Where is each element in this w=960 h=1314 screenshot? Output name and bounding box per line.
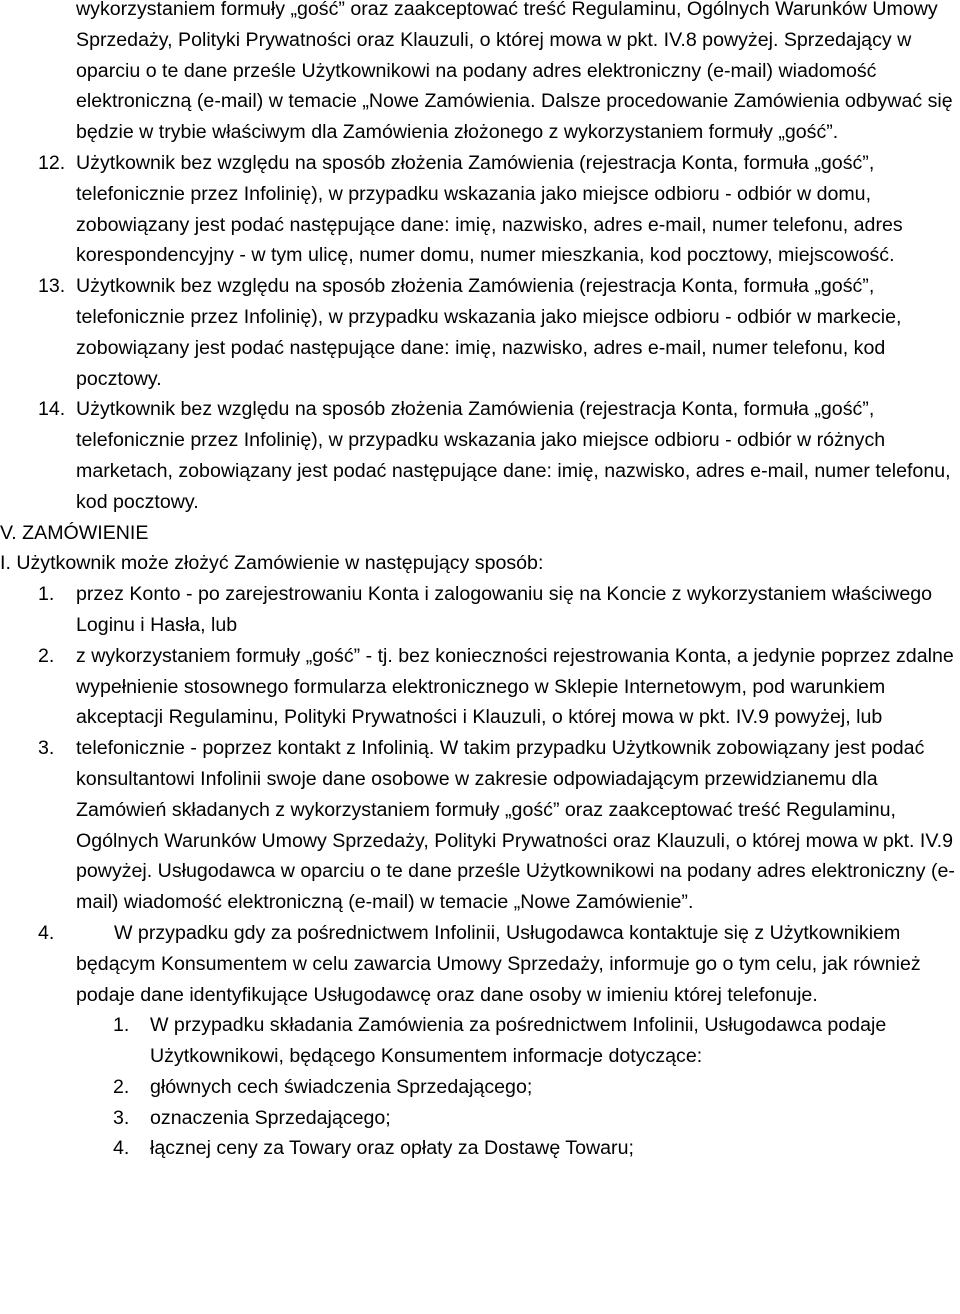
list-item-12 [0,148,960,271]
sub-item-number: 2. [113,1075,130,1098]
sub-item-text: oznaczenia Sprzedającego; [150,1106,391,1129]
sub-list-item-1 [0,1010,960,1072]
sub-item-number: 4. [113,1137,130,1160]
section-heading: V. ZAMÓWIENIE [0,521,149,544]
continuation-paragraph: wykorzystaniem formuły „gość” oraz zaakceptować treść Regulaminu, Ogólnych Warunków Umowy Sprzedaży, Polityki Prywatności oraz Klauzuli, o której mowa w pkt. IV.8 powyżej. Sprzedający w oparciu o te dane prześle Użytkownikowi na podany adres elektroniczny (e-mail) wiadomość elektroniczną (e-mail) w temacie „Nowe Zamówienia. Dalsze procedowanie Zamówienia odbywać się będzie w trybie właściwym dla Zamówienia złożonego z wykorzystaniem formuły „gość”. [76,0,953,144]
sub-item-text: głównych cech świadczenia Sprzedającego; [150,1075,533,1098]
item-text: z wykorzystaniem formuły „gość” - tj. bez konieczności rejestrowania Konta, a jedynie poprzez zdalne wypełnienie stosownego formularza elektronicznego w Sklepie Internetowym, pod warunkiem akceptacji Regulaminu, Polityki Prywatności i Klauzuli, o której mowa w pkt. IV.9 powyżej, lub [76,644,954,729]
item-number: 14. [38,398,66,421]
list-item-1 [0,579,960,641]
item-number: 12. [38,151,66,174]
sub-item-number: 1. [113,1014,130,1037]
item-number: 1. [38,583,55,606]
sub-item-number: 3. [113,1106,130,1129]
sub-list-item-4 [0,1133,960,1164]
section-intro: I. Użytkownik może złożyć Zamówienie w następujący sposób: [0,552,544,575]
item-number: 2. [38,644,55,667]
sub-list-item-3 [0,1103,960,1134]
list-item-4 [0,918,960,1010]
item-text: Użytkownik bez względu na sposób złożenia Zamówienia (rejestracja Konta, formuła „gość”, telefonicznie przez Infolinię), w przypadku wskazania jako miejsce odbioru - odbiór w domu, zobowiązany jest podać następujące dane: imię, nazwisko, adres e-mail, numer telefonu, adres korespondencyjny - w tym ulicę, numer domu, numer mieszkania, kod pocztowy, miejscowość. [76,151,903,267]
item-number: 13. [38,275,66,298]
list-item-14 [0,394,960,517]
list-item-13 [0,271,960,394]
item-text: przez Konto - po zarejestrowaniu Konta i zalogowaniu się na Koncie z wykorzystaniem właściwego Loginu i Hasła, lub [76,583,933,636]
item-text: Użytkownik bez względu na sposób złożenia Zamówienia (rejestracja Konta, formuła „gość”, telefonicznie przez Infolinię), w przypadku wskazania jako miejsce odbioru - odbiór w markecie, zobowiązany jest podać następujące dane: imię, nazwisko, adres e-mail, numer telefonu, kod pocztowy. [76,275,902,390]
item-text: telefonicznie - poprzez kontakt z Infolinią. W takim przypadku Użytkownik zobowiązany jest podać konsultantowi Infolinii swoje dane osobowe w zakresie odpowiadającym przewidzianemu dla Zamówień składanych z wykorzystaniem formuły „gość” oraz zaakceptować treść Regulaminu, Ogólnych Warunków Umowy Sprzedaży, Polityki Prywatności oraz Klauzuli, o której mowa w pkt. IV.9 powyżej. Usługodawca w oparciu o te dane prześle Użytkownikowi na podany adres elektroniczny (e-mail) wiadomość elektroniczną (e-mail) w temacie „Nowe Zamówienie”. [76,737,955,914]
item-number: 4. [38,921,55,944]
item-text: W przypadku gdy za pośrednictwem Infolinii, Usługodawca kontaktuje się z Użytkownikiem będącym Konsumentem w celu zawarcia Umowy Sprzedaży, informuje go o tym celu, jak również podaje dane identyfikujące Usługodawcę oraz dane osoby w imieniu której telefonuje. [76,921,921,1006]
sub-item-text: łącznej ceny za Towary oraz opłaty za Dostawę Towaru; [150,1137,634,1160]
sub-item-text: W przypadku składania Zamówienia za pośrednictwem Infolinii, Usługodawca podaje Użytkownikowi, będącego Konsumentem informacje dotyczące: [150,1014,887,1068]
list-item-2 [0,641,960,733]
list-item-3 [0,733,960,918]
sub-list-item-2 [0,1072,960,1103]
item-number: 3. [38,737,55,760]
item-text: Użytkownik bez względu na sposób złożenia Zamówienia (rejestracja Konta, formuła „gość”, telefonicznie przez Infolinię), w przypadku wskazania jako miejsce odbioru - odbiór w różnych marketach, zobowiązany jest podać następujące dane: imię, nazwisko, adres e-mail, numer telefonu, kod pocztowy. [76,398,951,513]
